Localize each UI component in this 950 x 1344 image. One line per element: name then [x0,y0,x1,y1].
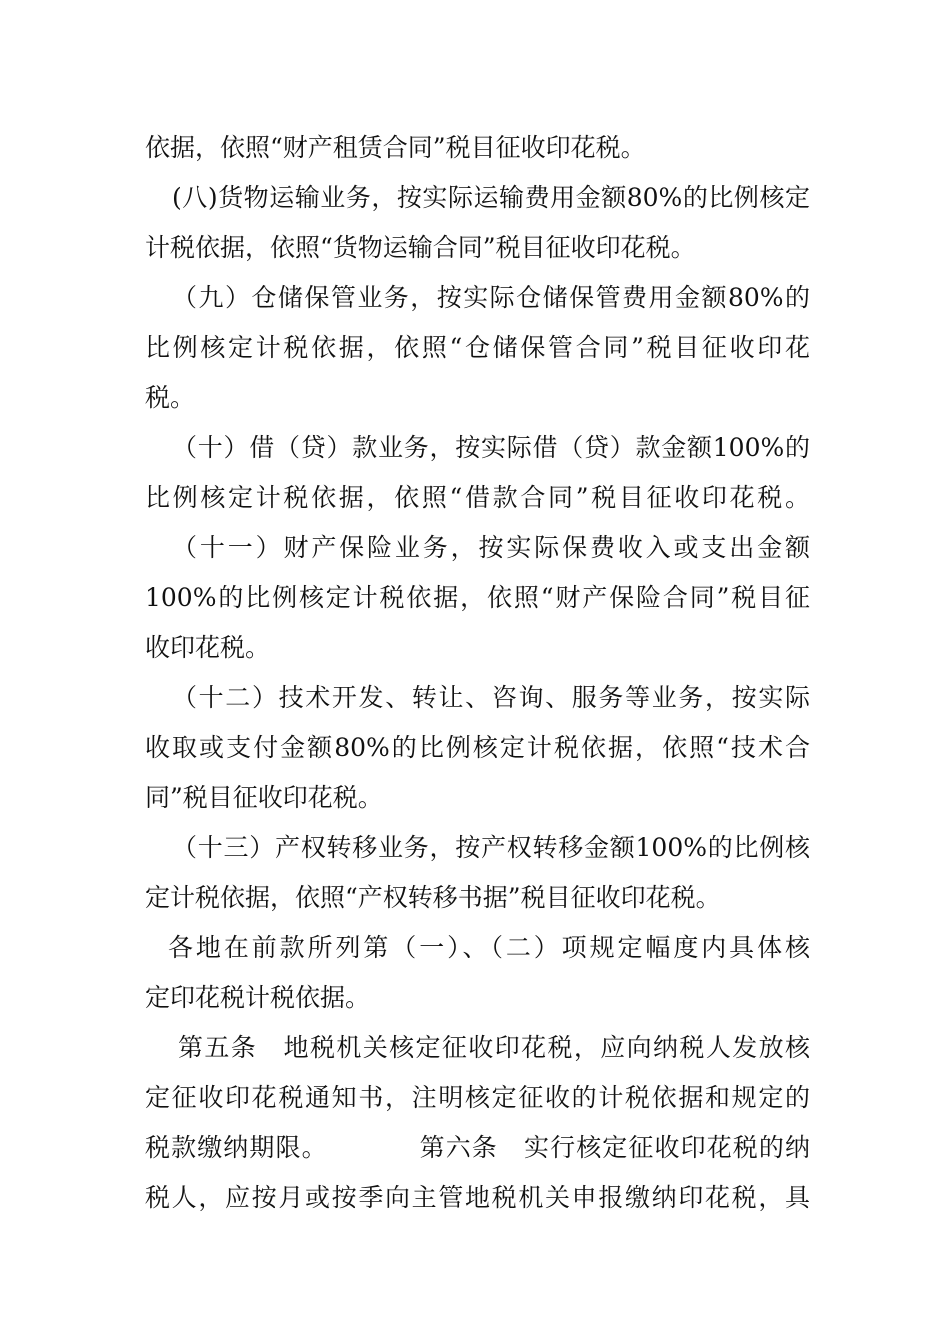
text-line: （十二）技术开发、转让、咨询、服务等业务，按实际 [172,683,810,712]
text-line: （十一）财产保险业务，按实际保费收入或支出金额 [172,533,810,562]
text-line: (八)货物运输业务，按实际运输费用金额80%的比例核定 [172,183,810,212]
text-line: 税款缴纳期限。 第六条 实行核定征收印花税的纳 [145,1133,810,1162]
text-line: 100%的比例核定计税依据，依照“财产保险合同”税目征 [145,583,810,612]
text-line: （十）借（贷）款业务，按实际借（贷）款金额100%的 [172,433,810,462]
text-line: 同”税目征收印花税。 [145,783,383,812]
text-line: 依据，依照“财产租赁合同”税目征收印花税。 [145,133,646,162]
text-line: 各地在前款所列第（一）、（二）项规定幅度内具体核 [168,933,810,962]
text-line: 税人，应按月或按季向主管地税机关申报缴纳印花税，具 [145,1183,810,1212]
text-line: 收印花税。 [145,633,271,662]
text-line: 计税依据，依照“货物运输合同”税目征收印花税。 [145,233,696,262]
text-line: 定征收印花税通知书，注明核定征收的计税依据和规定的 [145,1083,810,1112]
text-line: 收取或支付金额80%的比例核定计税依据，依照“技术合 [145,733,810,762]
text-line: （九）仓储保管业务，按实际仓储保管费用金额80%的 [172,283,810,312]
text-line: 第五条 地税机关核定征收印花税，应向纳税人发放核 [178,1033,810,1062]
text-line: （十三）产权转移业务，按产权转移金额100%的比例核 [172,833,810,862]
text-line: 比例核定计税依据，依照“仓储保管合同”税目征收印花 [145,333,810,362]
text-line: 税。 [145,383,196,412]
text-line: 定计税依据，依照“产权转移书据”税目征收印花税。 [145,883,721,912]
text-line: 定印花税计税依据。 [145,983,371,1012]
text-line: 比例核定计税依据，依照“借款合同”税目征收印花税。 [145,483,810,512]
